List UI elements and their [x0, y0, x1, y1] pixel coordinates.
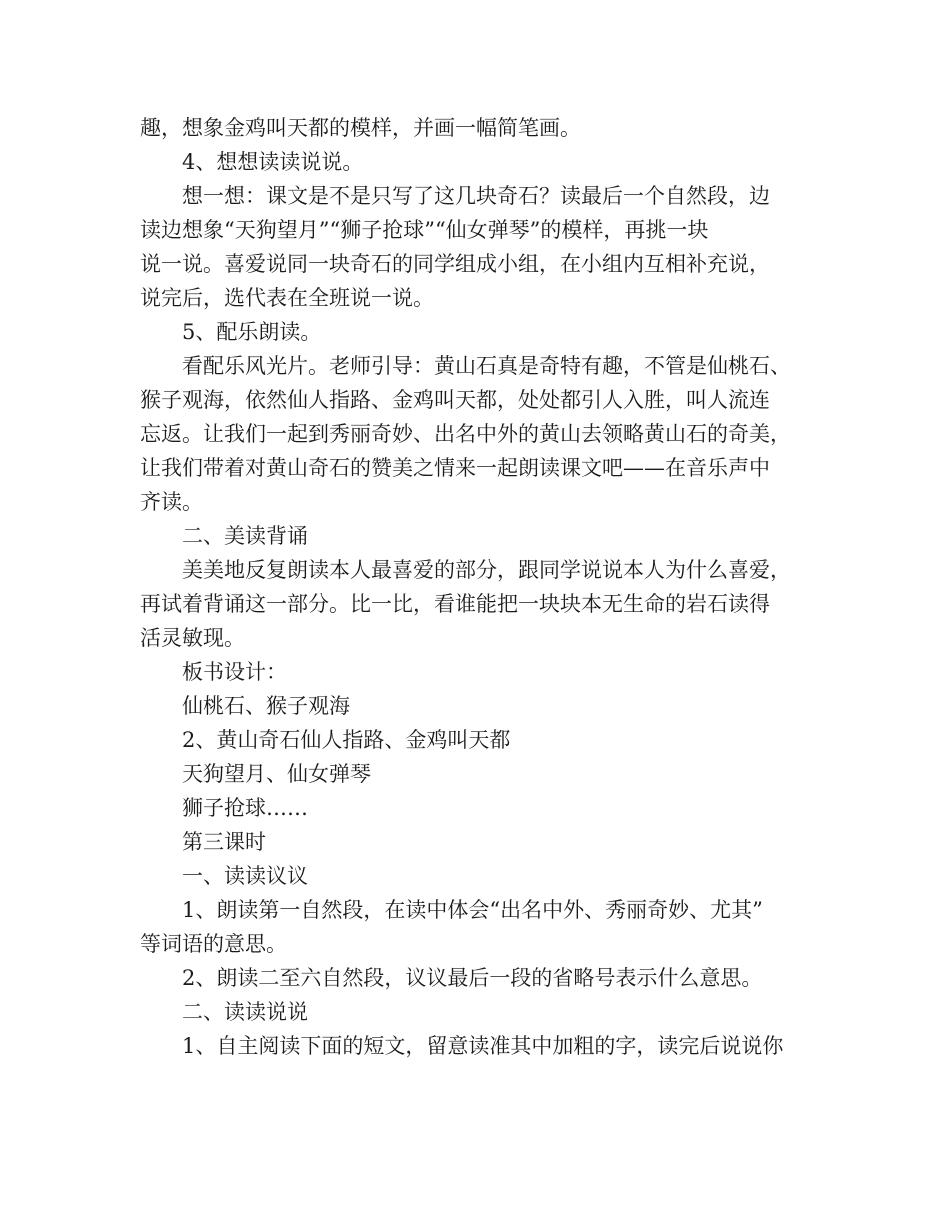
document-body: [140, 111, 820, 1063]
text-line: 猴子观海，依然仙人指路、金鸡叫天都，处处都引人入胜，叫人流连: [140, 388, 770, 412]
text-line: 想一想：课文是不是只写了这几块奇石？读最后一个自然段，边: [182, 184, 770, 208]
board-design-line: 2、黄山奇石仙人指路、金鸡叫天都: [182, 728, 511, 752]
text-line: 等词语的意思。: [140, 932, 287, 956]
section-heading: 第三课时: [182, 830, 266, 854]
list-item: 1、朗读第一自然段，在读中体会“出名中外、秀丽奇妙、尤其”: [182, 898, 763, 922]
text-line: 说完后，选代表在全班说一说。: [140, 286, 434, 310]
text-line: 忘返。让我们一起到秀丽奇妙、出名中外的黄山去领略黄山石的奇美，: [140, 422, 791, 446]
text-line: 看配乐风光片。老师引导：黄山石真是奇特有趣，不管是仙桃石、: [182, 354, 791, 378]
section-heading: 一、读读议议: [182, 864, 308, 888]
list-item: 4、想想读读说说。: [182, 150, 364, 174]
list-item: 2、朗读二至六自然段，议议最后一段的省略号表示什么意思。: [182, 966, 763, 990]
text-line: 读边想象“天狗望月”“狮子抢球”“仙女弹琴”的模样，再挑一块: [140, 218, 709, 242]
board-design-line: 仙桃石、猴子观海: [182, 694, 350, 718]
list-item: 1、自主阅读下面的短文，留意读准其中加粗的字，读完后说说你: [182, 1034, 784, 1058]
list-item: 5、配乐朗读。: [182, 320, 322, 344]
board-design-line: 天狗望月、仙女弹琴: [182, 762, 371, 786]
text-line: 说一说。喜爱说同一块奇石的同学组成小组，在小组内互相补充说，: [140, 252, 770, 276]
text-line: 齐读。: [140, 490, 203, 514]
text-line: 趣，想象金鸡叫天都的模样，并画一幅简笔画。: [140, 116, 581, 140]
text-line: 再试着背诵这一部分。比一比，看谁能把一块块本无生命的岩石读得: [140, 592, 770, 616]
text-line: 活灵敏现。: [140, 626, 245, 650]
section-heading: 板书设计：: [182, 660, 287, 684]
text-line: 美美地反复朗读本人最喜爱的部分，跟同学说说本人为什么喜爱，: [182, 558, 791, 582]
board-design-line: 狮子抢球……: [182, 796, 308, 820]
text-line: 让我们带着对黄山奇石的赞美之情来一起朗读课文吧——在音乐声中: [140, 456, 770, 480]
section-heading: 二、读读说说: [182, 1000, 308, 1024]
section-heading: 二、美读背诵: [182, 524, 308, 548]
document-page: [140, 111, 820, 1063]
